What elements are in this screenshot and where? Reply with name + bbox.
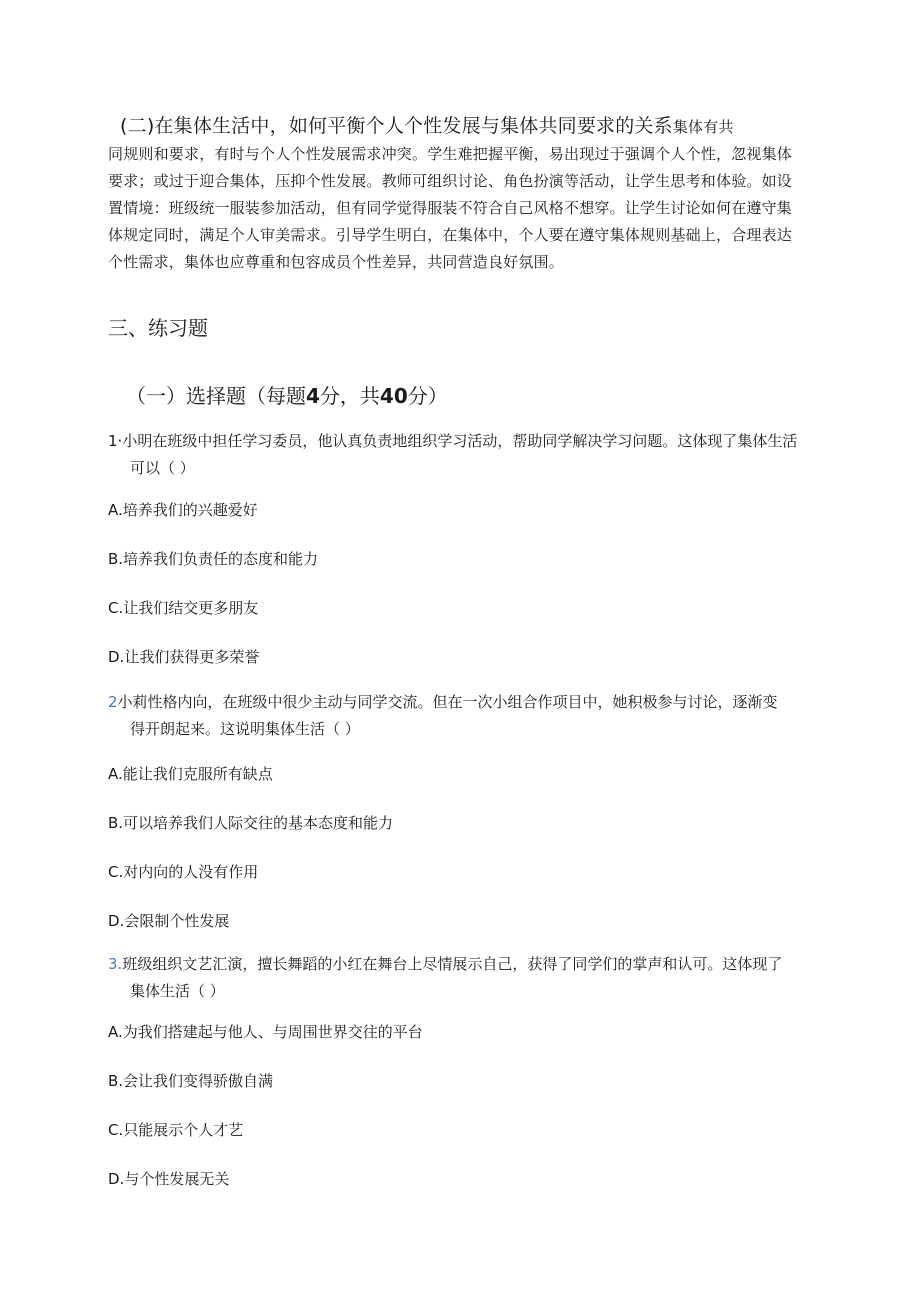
intro-paragraph [108, 113, 808, 276]
question-1-line-2: 可以（ ） [130, 459, 195, 477]
intro-line-2: 同规则和要求，有时与个人个性发展需求冲突。学生难把握平衡，易出现过于强调个人个性，忽视集体 [108, 145, 793, 163]
question-1-option-c[interactable]: C.让我们结交更多朋友 [108, 599, 259, 617]
question-2-option-d[interactable]: D.会限制个性发展 [108, 912, 230, 930]
subsection-suffix: 分） [407, 384, 448, 408]
subsection-score-total: 40 [379, 384, 408, 408]
question-3-number: 3. [108, 955, 123, 973]
question-1 [108, 428, 818, 482]
intro-line-3: 要求；或过于迎合集体，压抑个性发展。教师可组织讨论、角色扮演等活动，让学生思考和体验。如设 [108, 172, 793, 190]
subsection-score-each: 4 [306, 384, 320, 408]
subsection-mid: 分，共 [319, 384, 380, 408]
question-2-option-c[interactable]: C.对内向的人没有作用 [108, 863, 259, 881]
question-1-option-a[interactable]: A.培养我们的兴趣爱好 [108, 501, 258, 519]
question-3-line-1: 班级组织文艺汇演，擅长舞蹈的小红在舞台上尽情展示自己，获得了同学们的掌声和认可。这体现了 [122, 955, 783, 973]
question-2 [108, 689, 818, 743]
question-2-line-2: 得开朗起来。这说明集体生活（ ） [130, 720, 360, 738]
intro-heading: (二)在集体生活中，如何平衡个人个性发展与集体共同要求的关系 [120, 115, 673, 137]
question-2-line-1: 小莉性格内向，在班级中很少主动与同学交流。但在一次小组合作项目中，她积极参与讨论，逐渐变 [117, 693, 778, 711]
subsection-prefix: （一）选择题（每题 [126, 384, 306, 408]
question-3-line-2: 集体生活（ ） [130, 982, 225, 1000]
intro-line-5: 体规定同时，满足个人审美需求。引导学生明白，在集体中，个人要在遵守集体规则基础上，合理表达 [108, 226, 793, 244]
question-2-number: 2 [108, 693, 118, 711]
question-3-option-a[interactable]: A.为我们搭建起与他人、与周围世界交往的平台 [108, 1023, 423, 1041]
section-title: 三、练习题 [108, 316, 208, 340]
intro-line-6: 个性需求，集体也应尊重和包容成员个性差异，共同营造良好氛围。 [108, 253, 565, 271]
subsection-title [126, 380, 448, 409]
question-3 [108, 951, 818, 1005]
question-2-option-b[interactable]: B.可以培养我们人际交往的基本态度和能力 [108, 814, 394, 832]
question-1-line-1: 小明在班级中担任学习委员，他认真负责地组织学习活动，帮助同学解决学习问题。这体现了集体生活 [122, 432, 798, 450]
question-1-number: 1· [108, 432, 123, 450]
intro-line-1-tail: 集体有共 [672, 118, 734, 136]
question-1-option-b[interactable]: B.培养我们负责任的态度和能力 [108, 550, 319, 568]
question-3-option-d[interactable]: D.与个性发展无关 [108, 1170, 230, 1188]
intro-line-4: 置情境：班级统一服装参加活动，但有同学觉得服装不符合自己风格不想穿。让学生讨论如何在遵守集 [108, 199, 793, 217]
question-1-option-d[interactable]: D.让我们获得更多荣誉 [108, 648, 260, 666]
question-3-option-c[interactable]: C.只能展示个人才艺 [108, 1121, 244, 1139]
question-3-option-b[interactable]: B.会让我们变得骄傲自满 [108, 1072, 274, 1090]
question-2-option-a[interactable]: A.能让我们克服所有缺点 [108, 765, 273, 783]
